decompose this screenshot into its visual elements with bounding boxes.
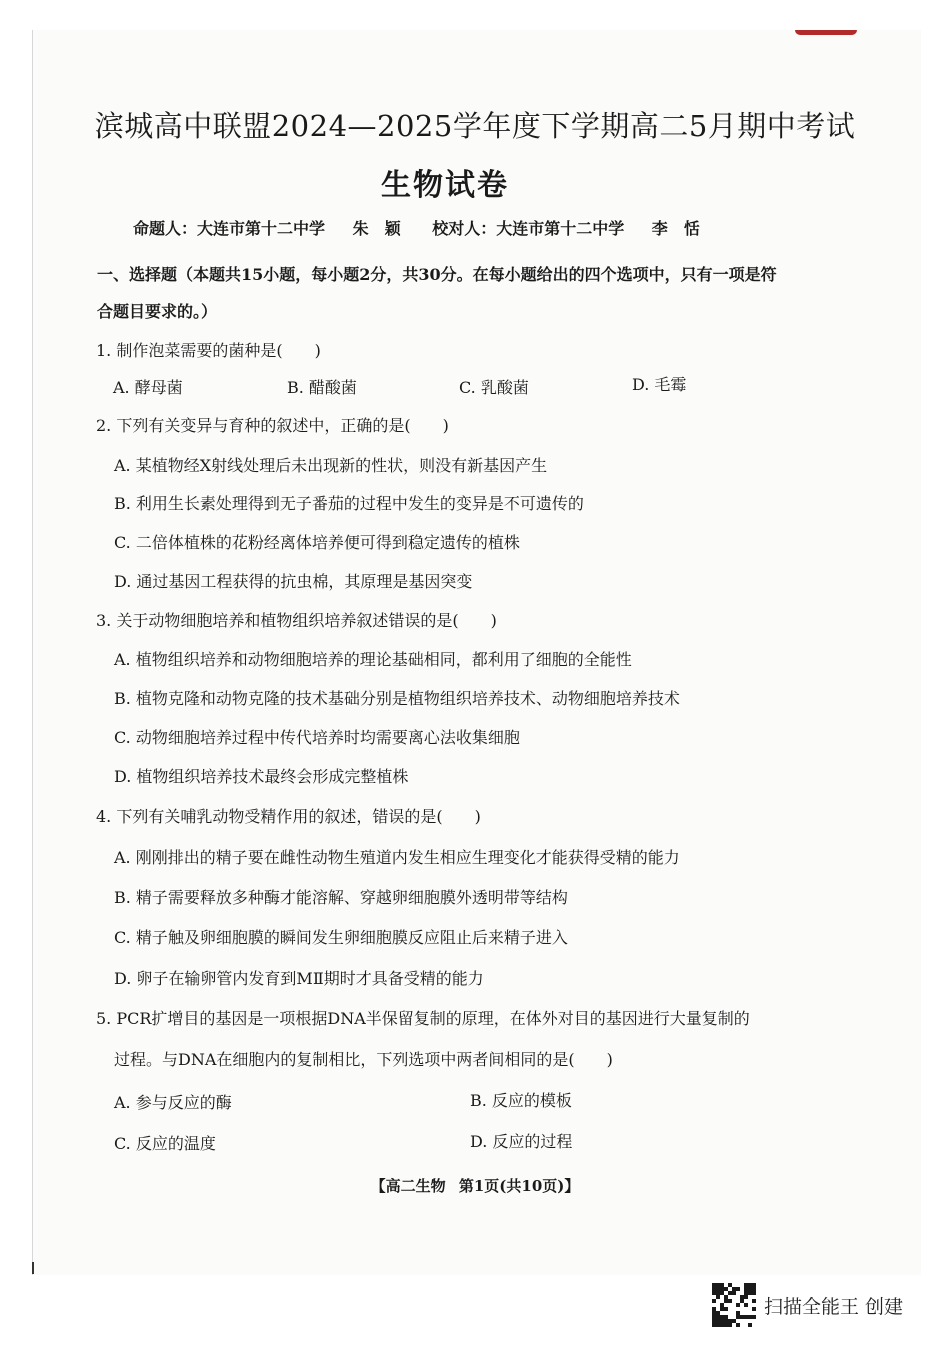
question-3-option-c: C. 动物细胞培养过程中传代培养时均需要离心法收集细胞 [114, 728, 520, 747]
question-4-option-c: C. 精子触及卵细胞膜的瞬间发生卵细胞膜反应阻止后来精子进入 [114, 928, 568, 947]
question-2-option-b: B. 利用生长素处理得到无子番茄的过程中发生的变异是不可遗传的 [114, 494, 584, 513]
question-1-option-a: A. 酵母菌 [113, 378, 183, 397]
question-3-option-d: D. 植物组织培养技术最终会形成完整植株 [114, 767, 409, 786]
scan-edge-mark [32, 1262, 34, 1274]
page-footer [0, 1175, 950, 1196]
qr-code-icon [712, 1283, 756, 1327]
author-label: 命题人：大连市第十二中学 [133, 219, 326, 238]
question-3-option-a: A. 植物组织培养和动物细胞培养的理论基础相同，都利用了细胞的全能性 [114, 650, 632, 669]
exam-title: 滨城高中联盟2024—2025学年度下学期高二5月期中考试 [94, 109, 856, 143]
footer-page-number: 第1页(共10页)】 [458, 1177, 580, 1195]
question-2-stem: 2. 下列有关变异与育种的叙述中，正确的是( ) [96, 416, 449, 435]
question-5-option-c: C. 反应的温度 [114, 1134, 216, 1153]
question-2-option-a: A. 某植物经X射线处理后未出现新的性状，则没有新基因产生 [114, 456, 548, 475]
question-1-option-d: D. 毛霉 [632, 375, 687, 394]
question-4-option-a: A. 刚刚排出的精子要在雌性动物生殖道内发生相应生理变化才能获得受精的能力 [114, 848, 680, 867]
author-name: 朱 颖 [352, 219, 401, 238]
checker-name: 李 恬 [651, 219, 700, 238]
question-2-option-d: D. 通过基因工程获得的抗虫棉，其原理是基因突变 [114, 572, 473, 591]
footer-subject: 【高二生物 [370, 1177, 446, 1195]
question-4-option-d: D. 卵子在输卵管内发育到MⅡ期时才具备受精的能力 [114, 969, 484, 988]
question-4-option-b: B. 精子需要释放多种酶才能溶解、穿越卵细胞膜外透明带等结构 [114, 888, 568, 907]
question-1-option-c: C. 乳酸菌 [459, 378, 529, 397]
scanner-watermark [712, 1283, 903, 1327]
question-4-stem: 4. 下列有关哺乳动物受精作用的叙述，错误的是( ) [96, 807, 481, 826]
question-2-option-c: C. 二倍体植株的花粉经离体培养便可得到稳定遗传的植株 [114, 533, 520, 552]
question-1-stem: 1. 制作泡菜需要的菌种是( ) [96, 341, 321, 360]
question-5-stem: 5. PCR扩增目的基因是一项根据DNA半保留复制的原理，在体外对目的基因进行大量复制的 [96, 1009, 750, 1028]
red-ink-mark [795, 30, 857, 35]
question-1-option-b: B. 醋酸菌 [287, 378, 357, 397]
question-5-option-d: D. 反应的过程 [470, 1132, 573, 1151]
section-header-line2: 合题目要求的。） [97, 302, 218, 321]
question-3-option-b: B. 植物克隆和动物克隆的技术基础分别是植物组织培养技术、动物细胞培养技术 [114, 689, 680, 708]
question-5-option-a: A. 参与反应的酶 [114, 1093, 232, 1112]
section-header-line1: 一、选择题（本题共15小题，每小题2分，共30分。在每小题给出的四个选项中，只有一项是符 [97, 265, 777, 284]
exam-subject: 生物试卷 [381, 168, 509, 203]
question-5-stem-continued: 过程。与DNA在细胞内的复制相比，下列选项中两者间相同的是( ) [114, 1050, 613, 1069]
checker-label: 校对人：大连市第十二中学 [432, 219, 625, 238]
scanner-watermark-text: 扫描全能王 创建 [764, 1295, 904, 1318]
question-3-stem: 3. 关于动物细胞培养和植物组织培养叙述错误的是( ) [96, 611, 497, 630]
author-line [133, 216, 700, 239]
question-5-option-b: B. 反应的模板 [470, 1091, 572, 1110]
